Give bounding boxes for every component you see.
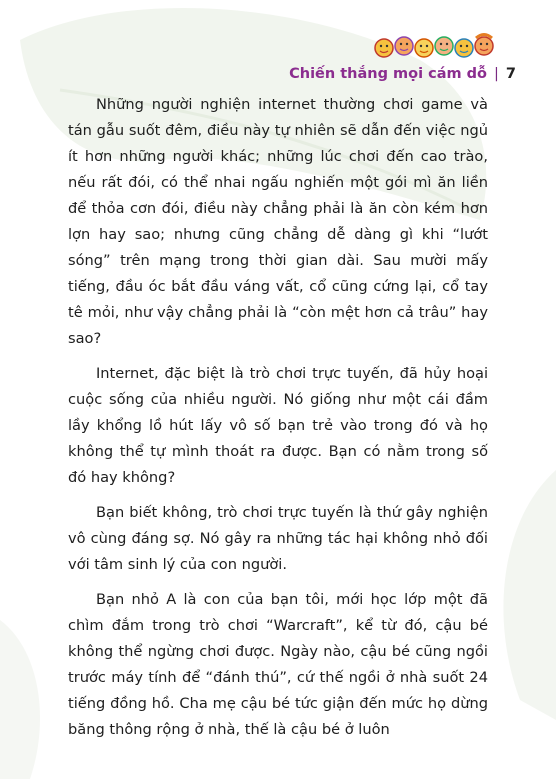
page-header xyxy=(289,30,516,82)
paragraph-4: Bạn nhỏ A là con của bạn tôi, mới học lớp một đã chìm đắm trong trò chơi “Warcraft”, kể từ đó, cậu bé không thể ngừng chơi được. Ngày nào, cậu bé cũng ngồi trước máy tính để “đánh thú”, cứ thế ngồi ở nhà suốt 24 tiếng đồng hồ. Cha mẹ cậu bé tức giận đến mức họ dừng băng thông rộng ở nhà, thế là cậu bé ở luôn xyxy=(68,591,488,738)
paragraph-2: Internet, đặc biệt là trò chơi trực tuyến, đã hủy hoại cuộc sống của nhiều người. Nó giống như một cái đầm lầy khổng lồ hút lấy vô số bạn trẻ vào trong đó và họ không thể tự mình thoát ra được. Bạn có nằm trong số đó hay không? xyxy=(68,365,488,486)
page-number: 7 xyxy=(505,66,516,82)
body-text xyxy=(68,92,488,752)
cartoon-kids-icon xyxy=(372,30,502,64)
paragraph-1: Những người nghiện internet thường chơi game và tán gẫu suốt đêm, điều này tự nhiên sẽ dẫn đến việc ngủ ít hơn những người khác; những lúc chơi đến cao trào, nếu rất đói, có thể nhai ngấu nghiến một gói mì ăn liền để thỏa cơn đói, điều này chẳng phải là ăn còn kém hơn lợn hay sao; nhưng cũng chẳng dễ dàng gì khi “lướt sóng” trên mạng trong thời gian dài. Sau mười mấy tiếng, đầu óc bắt đầu váng vất, cổ cũng cứng lại, cổ tay tê mỏi, như vậy chẳng phải là “còn mệt hơn cả trâu” hay sao? xyxy=(68,96,488,347)
paragraph-3: Bạn biết không, trò chơi trực tuyến là thứ gây nghiện vô cùng đáng sợ. Nó gây ra những tác hại không nhỏ đối với tâm sinh lý của con người. xyxy=(68,504,488,573)
header-separator: | xyxy=(494,66,499,82)
running-title: Chiến thắng mọi cám dỗ xyxy=(289,66,488,82)
running-head xyxy=(289,66,516,82)
